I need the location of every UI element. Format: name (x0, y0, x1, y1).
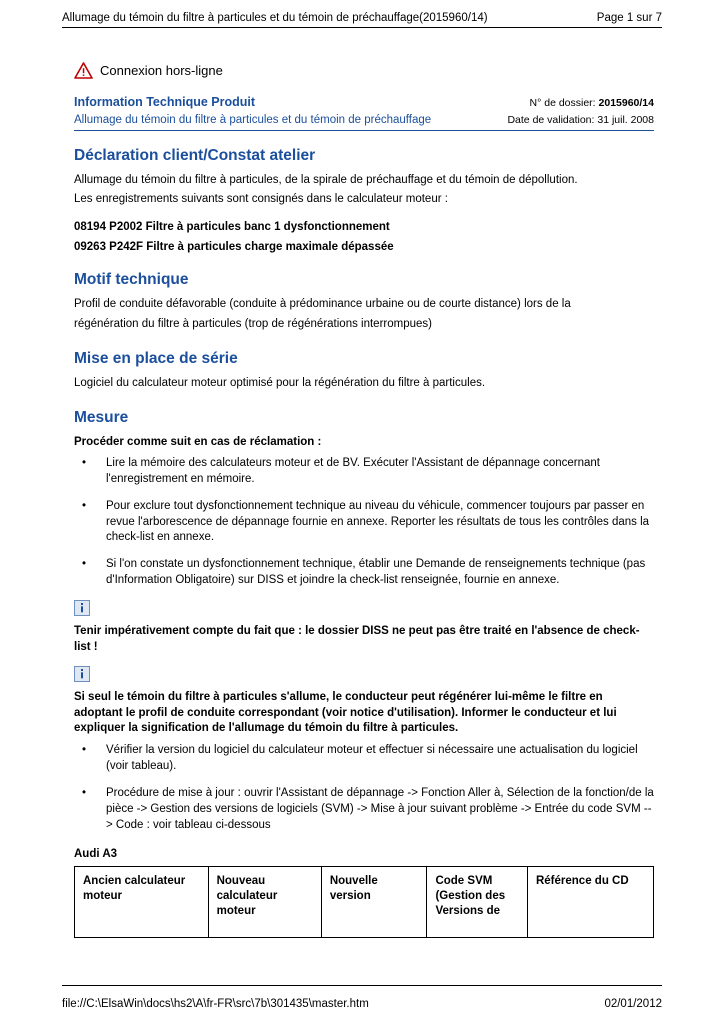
list-item (74, 786, 654, 834)
list-item (74, 557, 654, 589)
section-heading-declaration: Déclaration client/Constat atelier (74, 147, 316, 164)
bullet-dot: • (82, 787, 87, 800)
offline-label: Connexion hors-ligne (100, 63, 223, 78)
table-header-cell: Ancien calculateur moteur (75, 866, 209, 937)
itp-dossier (530, 97, 654, 109)
fault-code-2: 09263 P242F Filtre à particules charge maximale dépassée (74, 241, 394, 254)
document-content (74, 62, 654, 938)
list-item-text: Si l'on constate un dysfonctionnement technique, établir une Demande de renseignements technique (pas d'Information Obligatoire) sur DISS et joindre la check-list renseignée, fournie en annexe. (106, 558, 646, 587)
mesure-lead: Procéder comme suit en cas de réclamation : (74, 435, 322, 448)
print-footer-date: 02/01/2012 (604, 998, 662, 1010)
section-heading-motif: Motif technique (74, 271, 189, 289)
itp-header-block (74, 95, 654, 131)
software-version-table (74, 866, 654, 938)
print-header (0, 0, 724, 30)
table-header-cell: Référence du CD (527, 866, 653, 937)
itp-dossier-value: 2015960/14 (598, 97, 654, 109)
info-icon (74, 600, 654, 616)
motif-paragraph-1: Profil de conduite défavorable (conduite à prédominance urbaine ou de courte distance) lors de la (74, 298, 571, 311)
section-heading-mesure: Mesure (74, 408, 129, 426)
print-header-page-number: Page 1 sur 7 (596, 12, 662, 24)
print-header-title: Allumage du témoin du filtre à particules et du témoin de préchauffage(2015960/14) (62, 12, 488, 24)
bullet-dot: • (82, 457, 87, 470)
bullet-dot: • (82, 499, 87, 512)
list-item-text: Vérifier la version du logiciel du calculateur moteur et effectuer si nécessaire une actualisation du logiciel (voir tableau). (106, 744, 638, 773)
mesure-note-1: Tenir impérativement compte du fait que : le dossier DISS ne peut pas être traité en l'absence de check-list ! (74, 625, 640, 653)
mesure-bullet-list (74, 456, 654, 589)
declaration-paragraph-2: Les enregistrements suivants sont consignés dans le calculateur moteur : (74, 193, 448, 206)
declaration-paragraph-1: Allumage du témoin du filtre à particules, de la spirale de préchauffage et du témoin de dépollution. (74, 174, 578, 186)
fault-code-1: 08194 P2002 Filtre à particules banc 1 dysfonctionnement (74, 221, 390, 234)
list-item (74, 456, 654, 488)
table-header-cell: Nouvelle version (321, 866, 427, 937)
section-heading-mise-en-place: Mise en place de série (74, 349, 238, 367)
header-divider (62, 27, 662, 28)
warning-triangle-icon (74, 62, 93, 79)
list-item-text: Procédure de mise à jour : ouvrir l'Assistant de dépannage -> Fonction Aller à, Sélection de la fonction/de la pièce -> Gestion des versions de logiciels (SVM) -> Mise à jour suivant problème -> Entrée du code SVM --> Code : voir tableau ci-dessous (106, 787, 654, 831)
motif-paragraph-2: régénération du filtre à particules (trop de régénérations interrompues) (74, 317, 432, 330)
mise-en-place-paragraph-1: Logiciel du calculateur moteur optimisé pour la régénération du filtre à particules. (74, 376, 486, 389)
print-footer (62, 998, 662, 1010)
itp-subtitle: Allumage du témoin du filtre à particules et du témoin de préchauffage (74, 114, 432, 126)
table-header-row (75, 866, 654, 937)
footer-divider (62, 985, 662, 986)
itp-validation-date: Date de validation: 31 juil. 2008 (507, 114, 654, 126)
list-item-text: Lire la mémoire des calculateurs moteur et de BV. Exécuter l'Assistant de dépannage concernant l'enregistrement en mémoire. (106, 457, 600, 485)
bullet-dot: • (82, 744, 87, 757)
list-item (74, 499, 654, 547)
bullet-dot: • (82, 558, 87, 571)
info-icon (74, 666, 654, 682)
offline-status (74, 62, 654, 79)
mesure-bullet-list-2 (74, 743, 654, 833)
itp-title: Information Technique Produit (74, 95, 256, 109)
table-header-cell: Nouveau calculateur moteur (208, 866, 321, 937)
print-footer-path: file://C:\ElsaWin\docs\hs2\A\fr-FR\src\7b\301435\master.htm (62, 998, 369, 1010)
vehicle-model-label: Audi A3 (74, 847, 118, 860)
list-item (74, 743, 654, 775)
mesure-note-2: Si seul le témoin du filtre à particules s'allume, le conducteur peut régénérer lui-même le filtre en adoptant le profil de conduite correspondant (voir notice d'utilisation). Informer le conducteur et lui expliquer la signification de l'allumage du témoin du filtre à particules. (74, 690, 617, 735)
itp-dossier-label: N° de dossier: (529, 97, 599, 109)
table-header-cell: Code SVM (Gestion des Versions de (427, 866, 528, 937)
list-item-text: Pour exclure tout dysfonctionnement technique au niveau du véhicule, commencer toujours par passer en revue l'arborescence de dépannage fournie en annexe. Reporter les résultats de tous les contrôles dans la check-list en annexe. (106, 499, 650, 544)
